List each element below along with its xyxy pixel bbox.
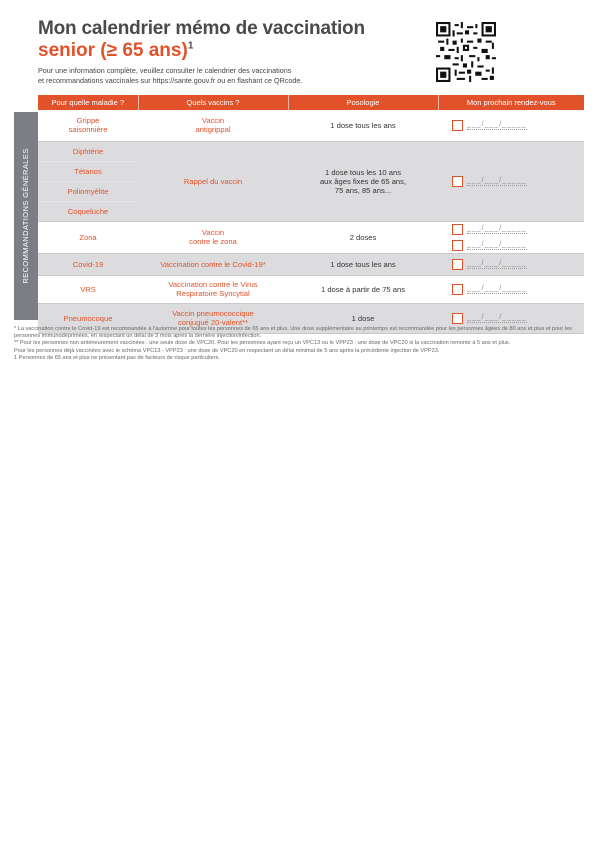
- qr-code-icon[interactable]: [436, 22, 496, 82]
- recommendations-sidebar: [14, 112, 38, 320]
- footnote: Pour les personnes déjà vaccinées avec le schéma VPC13 - VPP23 : une dose de VPC20 en respectant un délai minimal de 5 ans après la précédente injection de VPP23.: [14, 347, 440, 354]
- intro-text: [38, 66, 398, 85]
- header-disease: Pour quelle maladie ?: [38, 95, 138, 110]
- table-row: [38, 141, 584, 221]
- intro-line-1: Pour une information complète, veuillez consulter le calendrier des vaccinations: [38, 66, 292, 75]
- vaccine-cell: Vaccin contre le zona: [138, 221, 288, 253]
- appointment-date-field[interactable]: ___/___/_____: [467, 177, 527, 184]
- appointment-checkbox[interactable]: [452, 240, 463, 251]
- header-vaccine: Quels vaccins ?: [138, 95, 288, 110]
- disease-cell: Zona: [38, 221, 138, 253]
- sidebar-label: RECOMMANDATIONS GÉNÉRALES: [21, 148, 30, 284]
- vaccine-cell: Vaccination contre le Covid-19*: [138, 253, 288, 275]
- appointment-checkbox[interactable]: [452, 313, 463, 324]
- table-row: [38, 253, 584, 275]
- footnotes: [14, 326, 584, 362]
- table-row: [38, 110, 584, 141]
- vaccine-cell: Rappel du vaccin: [138, 141, 288, 221]
- appointment-cell: [438, 221, 584, 253]
- table-header-row: [38, 95, 584, 110]
- footnote: * La vaccination contre le Covid-19 est recommandée à l'automne pour toutes les personnes de 65 ans et plus. Une dose supplémentaire au printemps est recommandée pour les personnes âgées de 80 ans et plus et pour les personnes immunodéprimées, en respectant un délai de 3 mois après la dernière injection/infection.: [14, 326, 572, 340]
- disease-cell: VRS: [38, 275, 138, 303]
- page-title: Mon calendrier mémo de vaccination: [38, 18, 365, 39]
- vaccine-cell: Vaccination contre le Virus Respiratoire Syncytial: [138, 275, 288, 303]
- posology-cell: 1 dose tous les ans: [288, 110, 438, 141]
- appointment-checkbox[interactable]: [452, 176, 463, 187]
- appointment-checkbox[interactable]: [452, 259, 463, 270]
- appointment-cell: [438, 275, 584, 303]
- appointment-date-field[interactable]: ___/___/_____: [467, 260, 527, 267]
- appointment-date-field[interactable]: ___/___/_____: [467, 285, 527, 292]
- appointment-cell: [438, 141, 584, 221]
- disease-cell: Pneumocoque: [38, 303, 138, 333]
- header-appointment: Mon prochain rendez-vous: [438, 95, 584, 110]
- disease-cell: Covid-19: [38, 253, 138, 275]
- posology-cell: 1 dose tous les 10 ans aux âges fixes de 65 ans, 75 ans, 85 ans...: [288, 141, 438, 221]
- table-row: [38, 221, 584, 253]
- posology-cell: 2 doses: [288, 221, 438, 253]
- appointment-date-field[interactable]: ___/___/_____: [467, 314, 527, 321]
- disease-cell: Diphtérie Tétanos Poliomyélite Coqueluche: [38, 141, 138, 221]
- posology-cell: 1 dose à partir de 75 ans: [288, 275, 438, 303]
- table-row: [38, 275, 584, 303]
- posology-cell: 1 dose: [288, 303, 438, 333]
- header-posology: Posologie: [288, 95, 438, 110]
- appointment-cell: [438, 110, 584, 141]
- vaccine-cell: Vaccin antigrippal: [138, 110, 288, 141]
- intro-line-2: et recommandations vaccinales sur https://sante.gouv.fr ou en flashant ce QRcode.: [38, 75, 303, 85]
- appointment-checkbox[interactable]: [452, 120, 463, 131]
- vaccination-table: [38, 95, 584, 334]
- disease-cell: Grippe saisonnière: [38, 110, 138, 141]
- appointment-cell: [438, 253, 584, 275]
- title-footnote-ref: 1: [187, 40, 194, 52]
- footnote: ** Pour les personnes non antérieurement vaccinées : une seule dose de VPC20. Pour les personnes ayant reçu un VPC13 ou le VPP23 : une dose de VPC20 si la vaccination remonte à 5 ans et plus.: [14, 340, 511, 347]
- vaccine-cell: Vaccin pneumococcique conjugué 20-valent**: [138, 303, 288, 333]
- page-subtitle: senior (≥ 65 ans)$^1$: [38, 40, 194, 61]
- appointment-date-field[interactable]: ___/___/_____: [467, 121, 527, 129]
- footnote: 1 Personnes de 65 ans et plus ne présentant pas de facteurs de risque particuliers.: [14, 354, 220, 361]
- posology-cell: 1 dose tous les ans: [288, 253, 438, 275]
- appointment-checkbox[interactable]: [452, 284, 463, 295]
- appointment-date-field[interactable]: ___/___/_____: [467, 225, 527, 232]
- appointment-date-field[interactable]: ___/___/_____: [467, 241, 527, 248]
- appointment-checkbox[interactable]: [452, 224, 463, 235]
